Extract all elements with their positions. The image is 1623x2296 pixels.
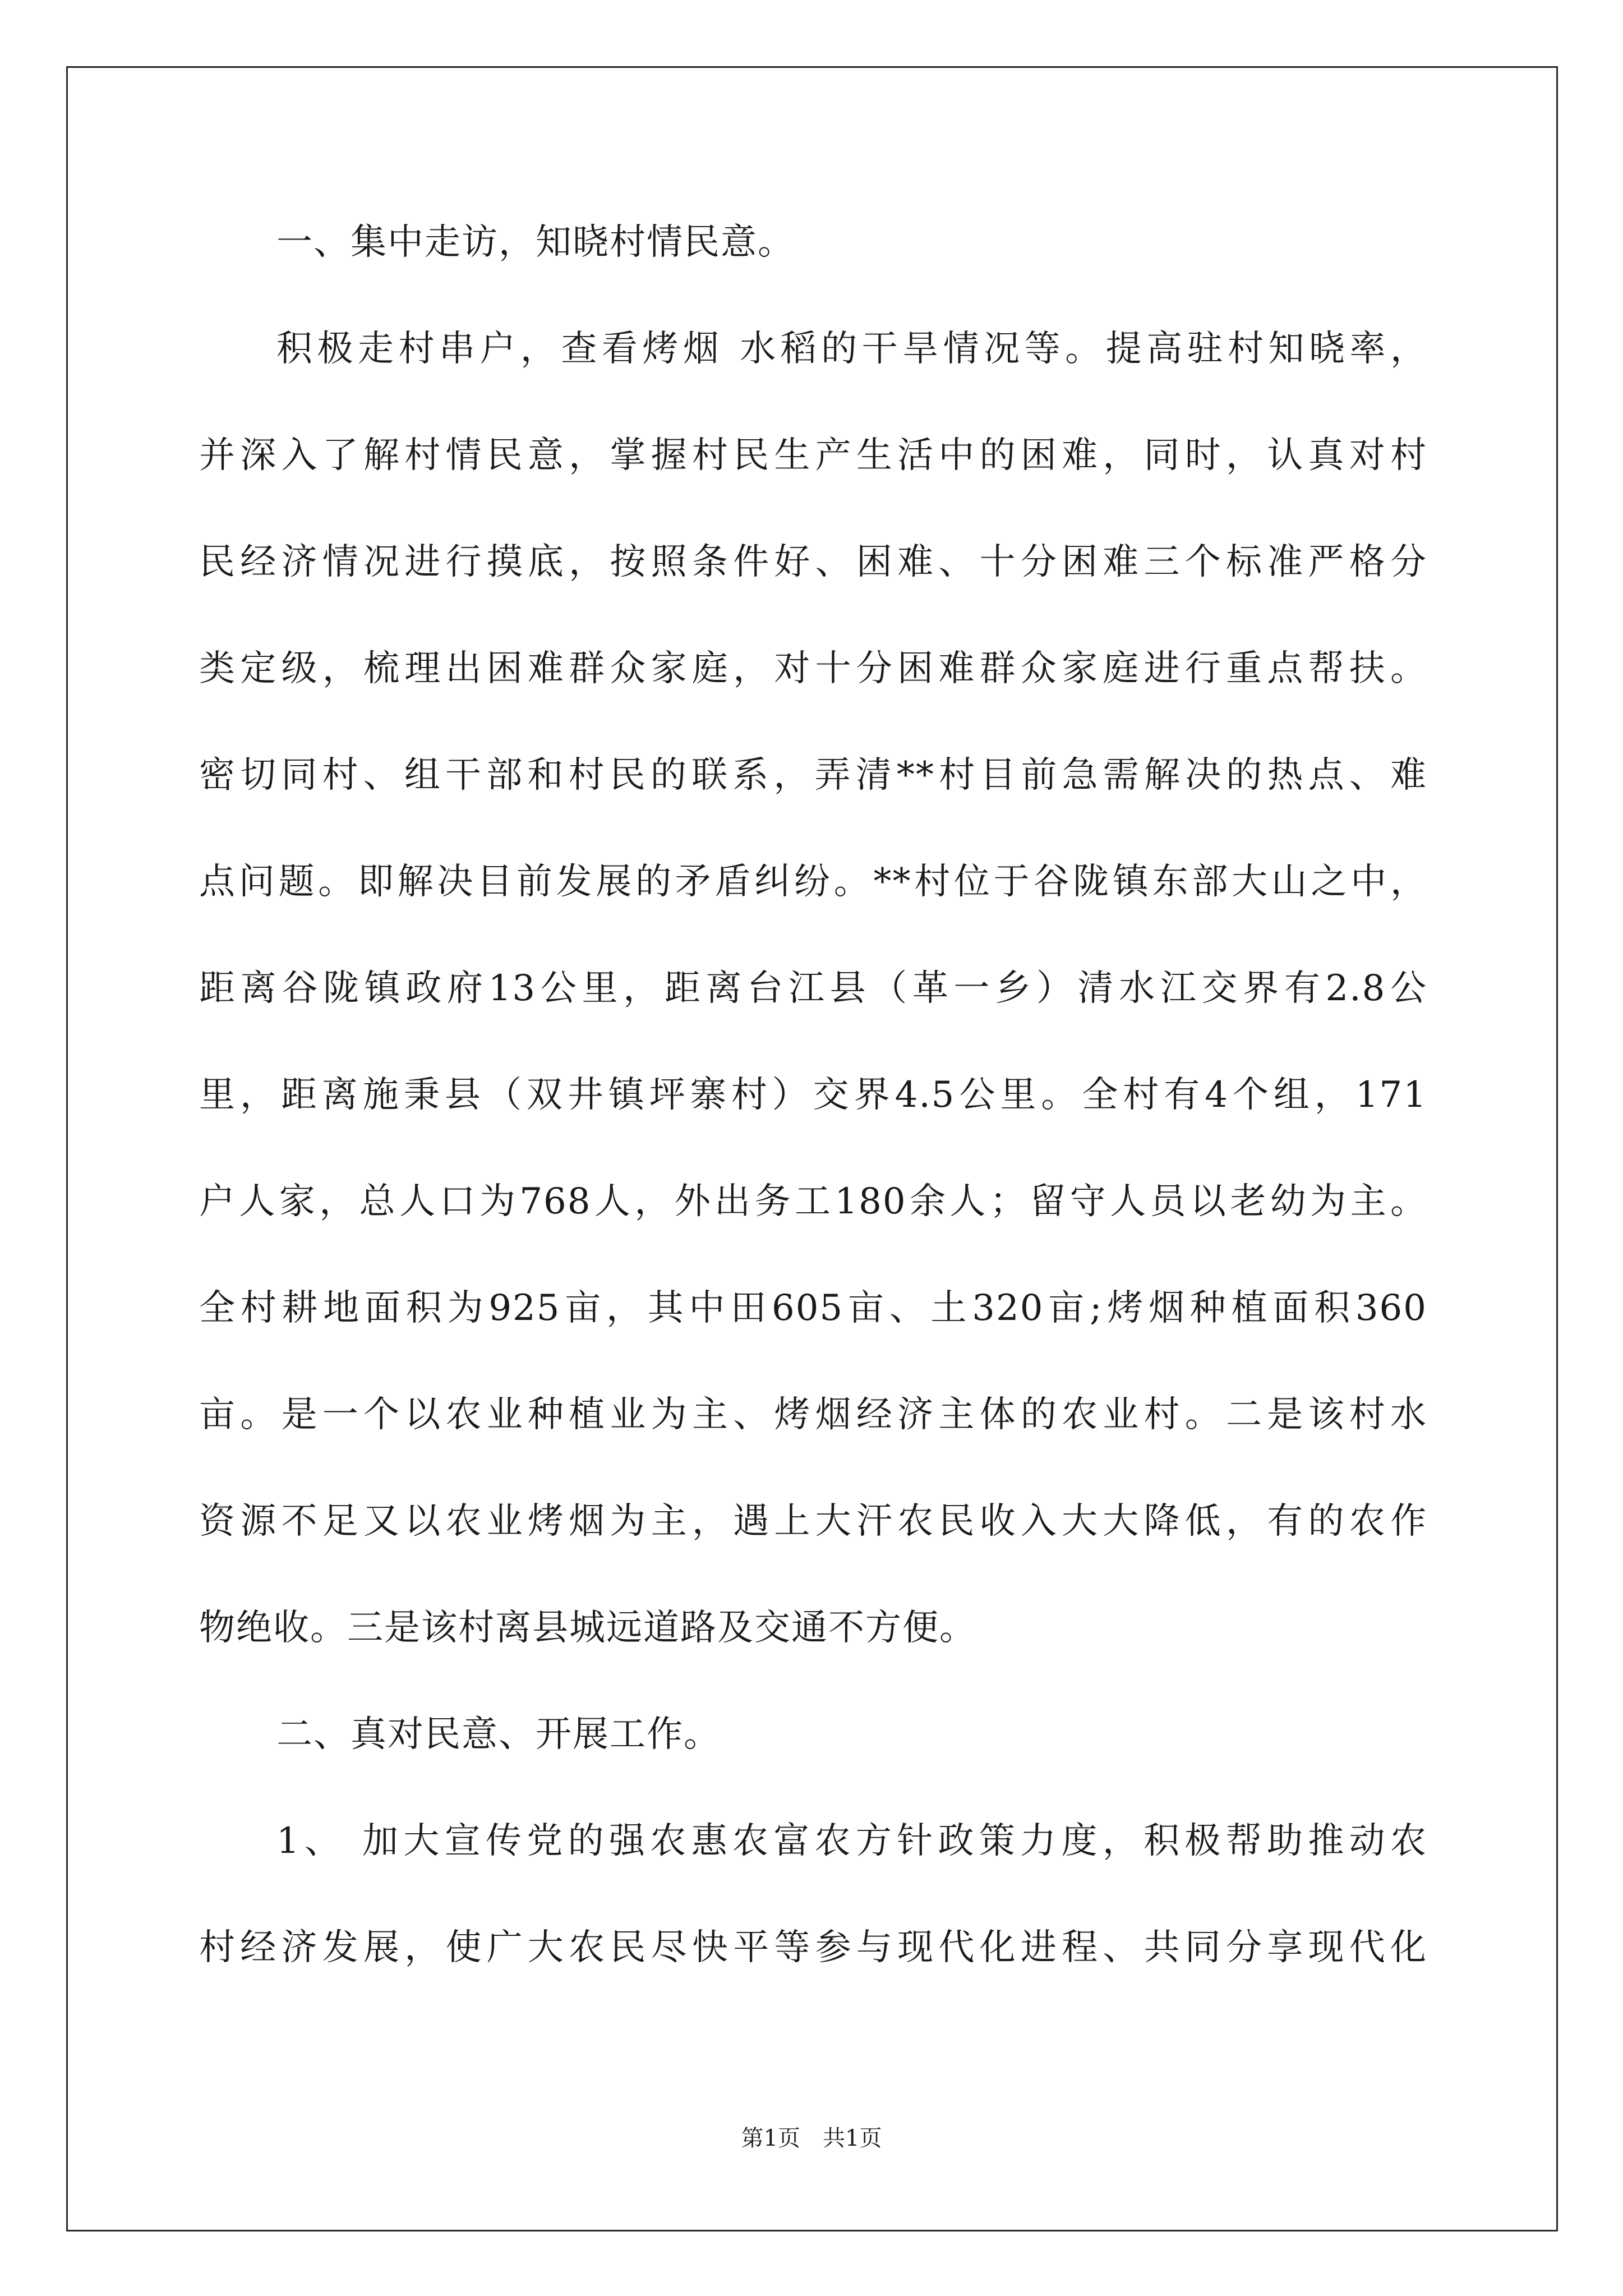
document-body: [199, 224, 1427, 2036]
paragraph-line: 距离谷陇镇政府13公里，距离台江县（革一乡）清水江交界有2.8公: [199, 968, 1427, 1009]
paragraph-line: 类定级，梳理出困难群众家庭，对十分困难群众家庭进行重点帮扶。: [199, 648, 1427, 689]
paragraph-line: 亩。是一个以农业种植业为主、烤烟经济主体的农业村。二是该村水: [199, 1394, 1427, 1435]
page-footer: [0, 2126, 1623, 2151]
paragraph-line: 积极走村串户，查看烤烟 水稻的干旱情况等。提高驻村知晓率，: [276, 328, 1427, 370]
paragraph-line: 资源不足又以农业烤烟为主，遇上大汗农民收入大大降低，有的农作: [199, 1501, 1427, 1542]
paragraph-line: 点问题。即解决目前发展的矛盾纠纷。**村位于谷陇镇东部大山之中，: [199, 861, 1427, 903]
section-heading-2: 二、真对民意、开展工作。: [276, 1714, 721, 1755]
paragraph-line: 全村耕地面积为925亩，其中田605亩、土320亩;烤烟种植面积360: [199, 1287, 1427, 1329]
page-number: 第1页: [741, 2125, 800, 2151]
page-total: 共1页: [823, 2125, 882, 2151]
paragraph-line: 1、 加大宣传党的强农惠农富农方针政策力度，积极帮助推动农: [276, 1820, 1427, 1862]
paragraph-line: 并深入了解村情民意，掌握村民生产生活中的困难，同时，认真对村: [199, 435, 1427, 476]
section-heading-1: 一、集中走访，知晓村情民意。: [276, 222, 795, 263]
paragraph-line: 里，距离施秉县（双井镇坪寨村）交界4.5公里。全村有4个组，171: [199, 1074, 1427, 1116]
paragraph-line: 民经济情况进行摸底，按照条件好、困难、十分困难三个标准严格分: [199, 541, 1427, 583]
paragraph-line: 户人家，总人口为768人，外出务工180余人；留守人员以老幼为主。: [199, 1181, 1427, 1222]
paragraph-line: 物绝收。三是该村离县城远道路及交通不方便。: [199, 1607, 976, 1649]
paragraph-line: 密切同村、组干部和村民的联系，弄清**村目前急需解决的热点、难: [199, 754, 1427, 796]
paragraph-line: 村经济发展，使广大农民尽快平等参与现代化进程、共同分享现代化: [199, 1927, 1427, 1968]
